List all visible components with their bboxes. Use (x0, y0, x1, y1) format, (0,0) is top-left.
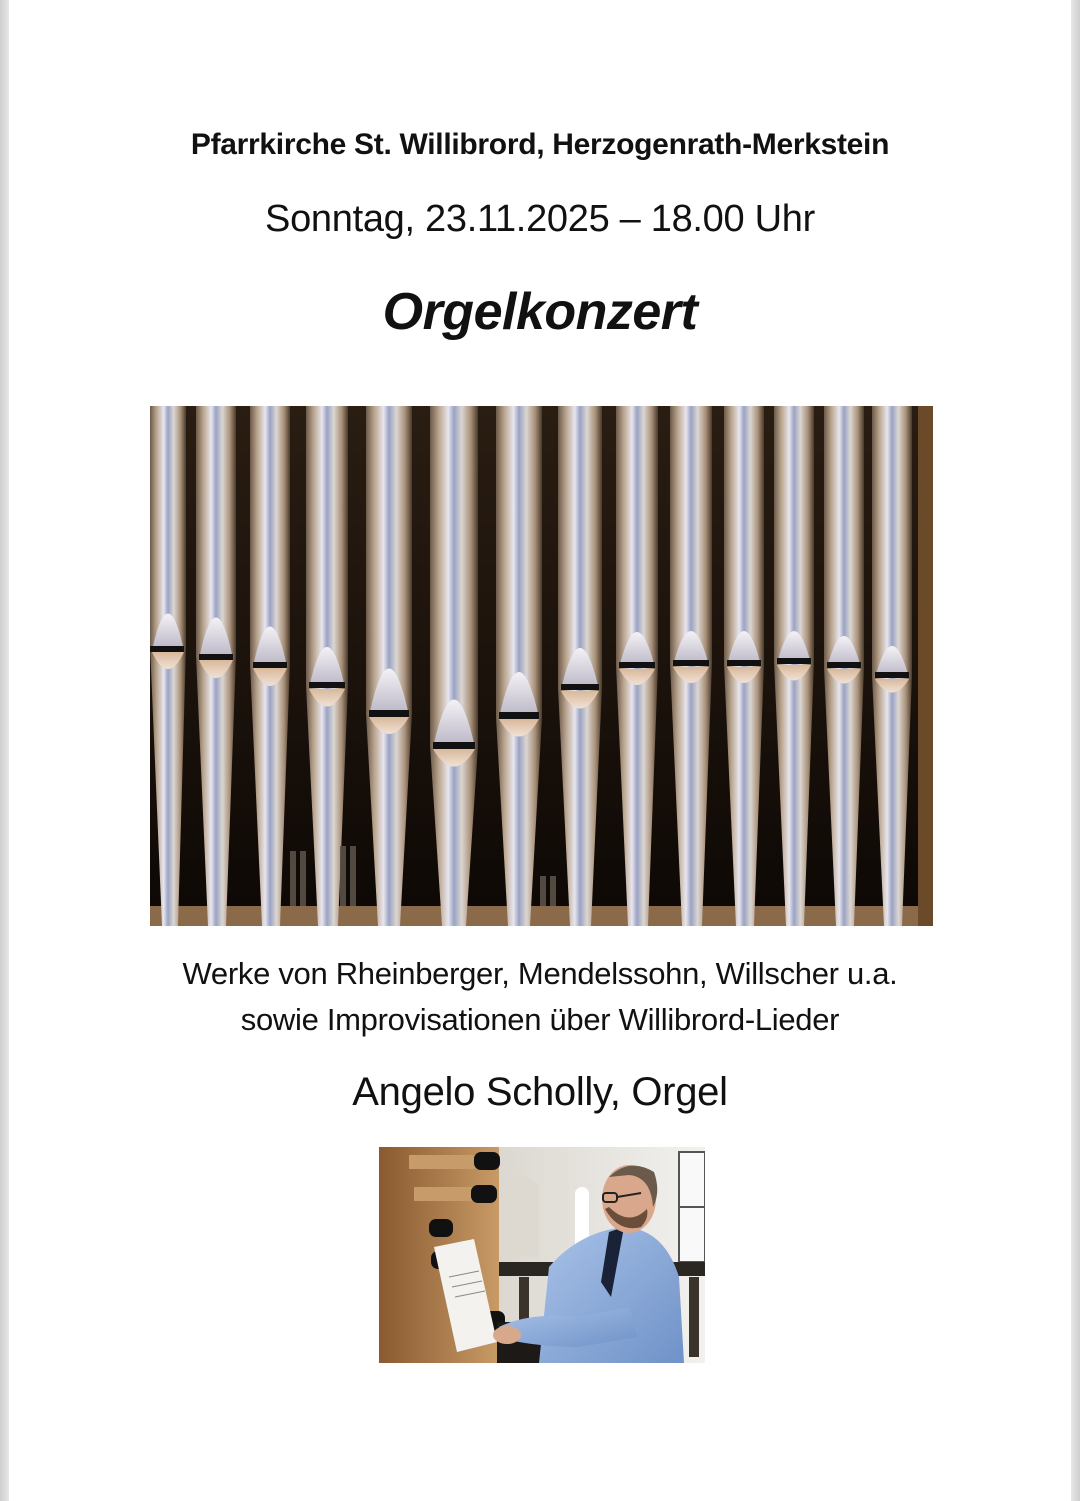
organist-photo (379, 1147, 705, 1363)
event-datetime: Sonntag, 23.11.2025 – 18.00 Uhr (265, 198, 815, 240)
program-line-2: sowie Improvisationen über Willibrord-Lieder (240, 1002, 840, 1037)
performer-name: Angelo Scholly, Orgel (352, 1070, 728, 1114)
venue-heading: Pfarrkirche St. Willibrord, Herzogenrath-Merkstein (190, 128, 890, 161)
event-title: Orgelkonzert (382, 283, 698, 341)
program-line-1: Werke von Rheinberger, Mendelssohn, Willscher u.a. (182, 956, 898, 991)
organ-pipes-image (150, 406, 933, 926)
